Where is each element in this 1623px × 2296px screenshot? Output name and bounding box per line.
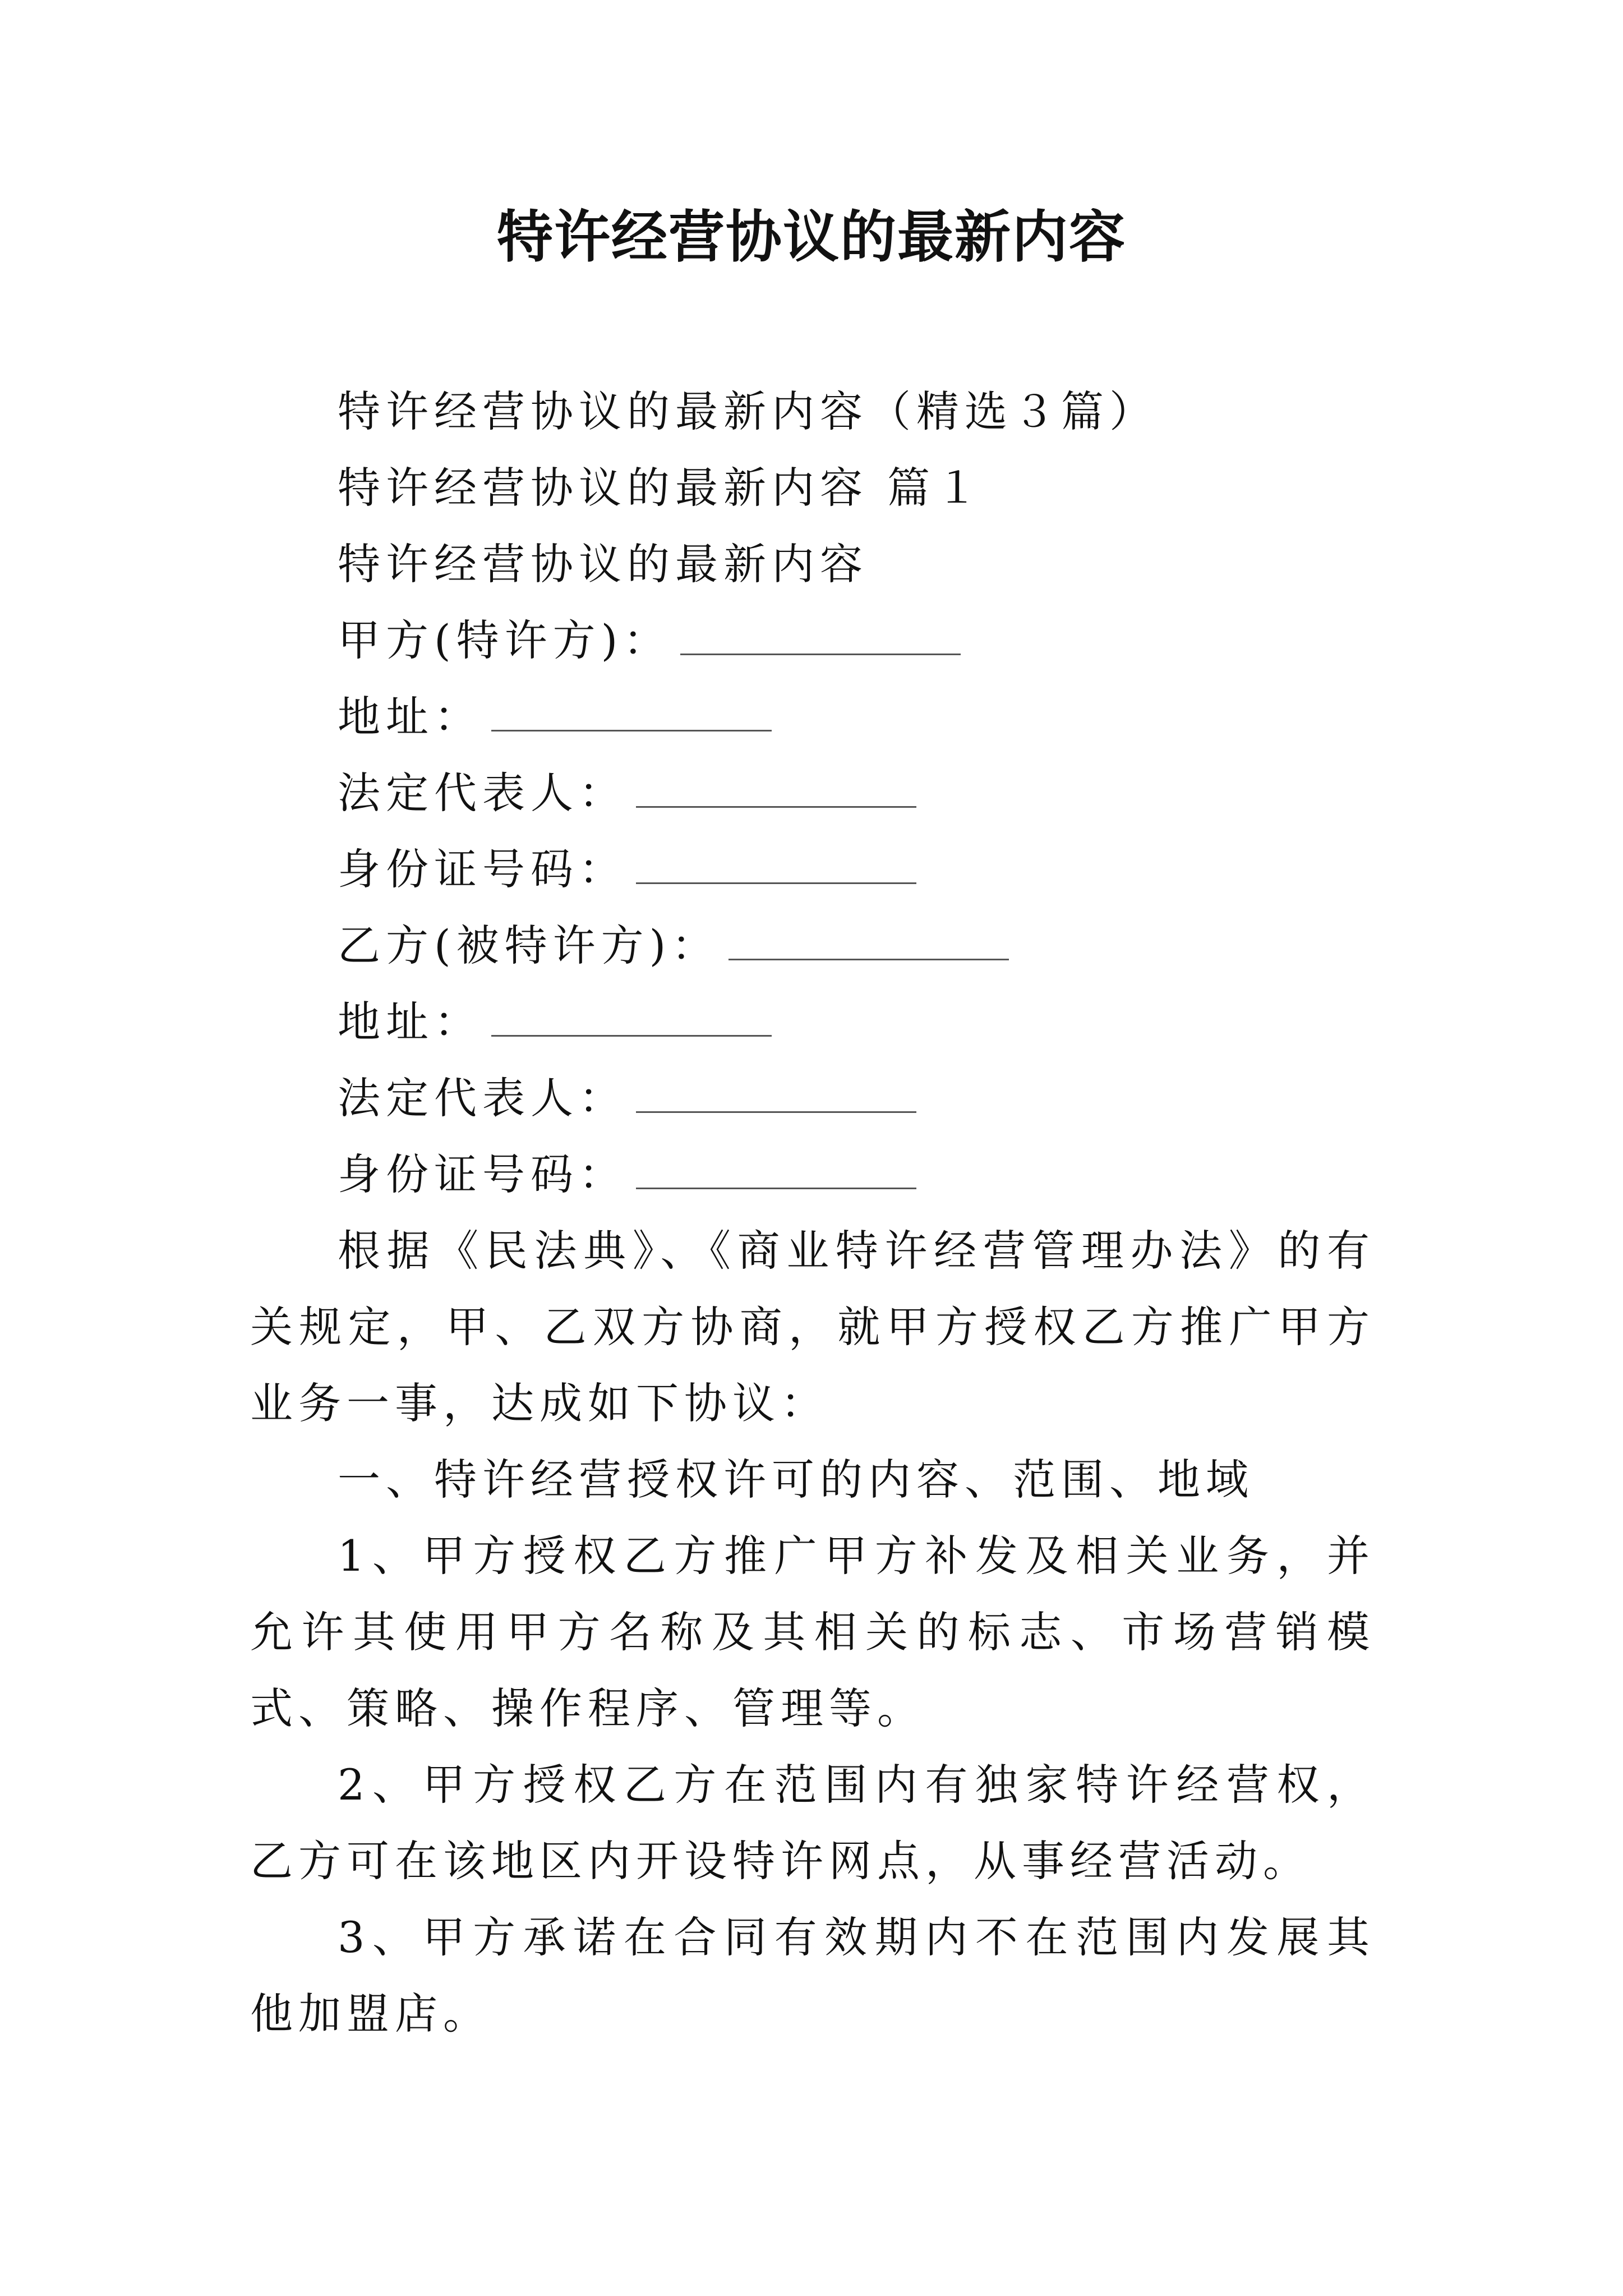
document-body xyxy=(250,374,1375,2052)
legal-rep-b-blank xyxy=(636,1066,916,1113)
document-title: 特许经营协议的最新内容 xyxy=(497,204,1126,270)
intro-paragraph: 根据《民法典》、《商业特许经营管理办法》的有关规定，甲、乙双方协商，就甲方授权乙方推广甲方业务一事，达成如下协议： xyxy=(250,1226,1375,1428)
clause-1: 1、甲方授权乙方推广甲方补发及相关业务，并允许其使用甲方名称及其相关的标志、市场营销模式、策略、操作程序、管理等。 xyxy=(250,1531,1375,1733)
section-1-heading: 一、特许经营授权许可的内容、范围、地域 xyxy=(338,1455,1254,1504)
party-a-blank xyxy=(680,609,961,655)
address-b-label: 地址： xyxy=(338,997,482,1047)
address-b-blank xyxy=(491,990,772,1037)
legal-rep-a-label: 法定代表人： xyxy=(338,768,627,818)
legal-rep-a-blank xyxy=(636,761,916,808)
clause-2: 2、甲方授权乙方在范围内有独家特许经营权，乙方可在该地区内开设特许网点，从事经营活动。 xyxy=(250,1760,1375,1886)
heading-selected-3: 特许经营协议的最新内容（精选３篇） xyxy=(338,386,1158,436)
party-a-line xyxy=(250,602,1375,679)
address-a-line xyxy=(250,679,1375,755)
party-b-blank xyxy=(728,914,1009,960)
address-a-blank xyxy=(491,685,772,731)
party-b-label: 乙方(被特许方)： xyxy=(338,921,720,970)
agreement-heading: 特许经营协议的最新内容 xyxy=(338,539,868,589)
legal-rep-a-line xyxy=(250,755,1375,831)
address-a-label: 地址： xyxy=(338,692,482,742)
id-b-line xyxy=(250,1137,1375,1213)
heading-part-1: 特许经营协议的最新内容 篇１ xyxy=(338,463,984,513)
legal-rep-b-line xyxy=(250,1060,1375,1137)
id-a-label: 身份证号码： xyxy=(338,844,627,894)
id-b-label: 身份证号码： xyxy=(338,1149,627,1199)
id-a-line xyxy=(250,831,1375,908)
id-b-blank xyxy=(636,1143,916,1189)
address-b-line xyxy=(250,984,1375,1060)
party-a-label: 甲方(特许方)： xyxy=(338,615,672,665)
id-a-blank xyxy=(636,838,916,884)
clause-3: 3、甲方承诺在合同有效期内不在范围内发展其他加盟店。 xyxy=(250,1912,1375,2039)
party-b-line xyxy=(250,908,1375,984)
legal-rep-b-label: 法定代表人： xyxy=(338,1073,627,1123)
